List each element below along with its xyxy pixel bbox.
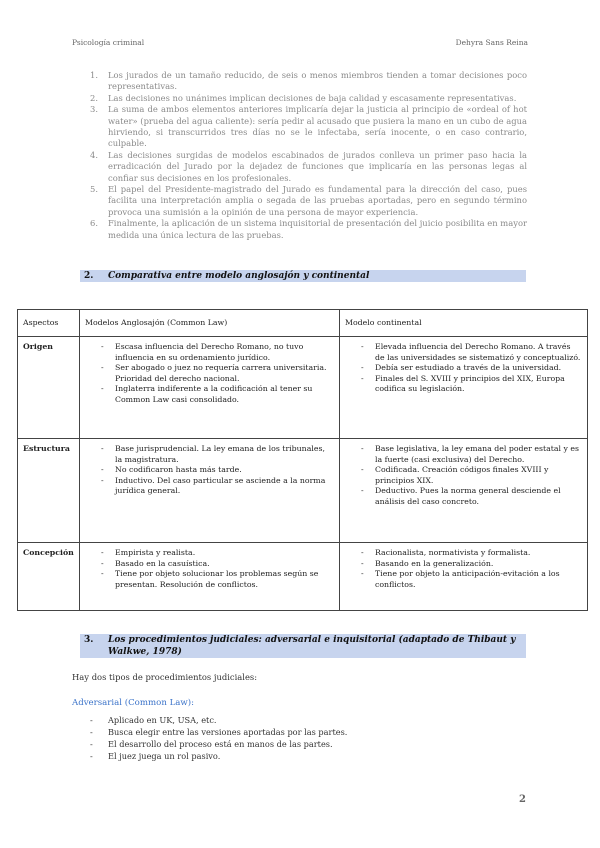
table-row — [18, 439, 588, 543]
numbered-list — [72, 70, 527, 241]
continental-cell — [340, 439, 588, 543]
table-header-row — [18, 310, 588, 337]
item-text: Finalmente, la aplicación de un sistema inquisitorial de presentación del juicio posibilita en mayor medida una única lectura de las pruebas. — [108, 218, 527, 240]
header-continental: Modelo continental — [340, 310, 588, 337]
list-item — [72, 70, 527, 93]
section-title: Comparativa entre modelo anglosajón y continental — [108, 271, 370, 281]
intro-paragraph: Hay dos tipos de procedimientos judiciales: — [72, 672, 258, 682]
continental-cell — [340, 543, 588, 611]
item-number: 6. — [90, 218, 98, 229]
section-number: 3. — [84, 635, 94, 645]
page-number: 2 — [519, 794, 526, 805]
bullet-item: - Basado en la casuística. — [85, 559, 334, 570]
bullet-item: - Finales del S. XVIII y principios del XIX, Europa codifica su legislación. — [345, 374, 582, 395]
anglo-cell — [80, 337, 340, 439]
list-item: - Busca elegir entre las versiones aportadas por las partes. — [72, 726, 527, 738]
bullet-item: - No codificaron hasta más tarde. — [85, 465, 334, 476]
bullet-item: - Racionalista, normativista y formalista. — [345, 548, 582, 559]
bullet-item: - Escasa influencia del Derecho Romano, no tuvo influencia en su ordenamiento jurídico. — [85, 342, 334, 363]
list-item — [72, 184, 527, 218]
adversarial-heading: Adversarial (Common Law): — [72, 698, 195, 708]
aspect-cell: Estructura — [18, 439, 80, 543]
section-2-heading — [80, 270, 526, 282]
list-item — [72, 218, 527, 241]
aspect-cell: Origen — [18, 337, 80, 439]
item-text: Las decisiones surgidas de modelos escabinados de jurados conlleva un primer paso hacia la erradicación del Jurado por la dejadez de funciones que implicaría en las personas legas al confiar sus decisiones en los profesionales. — [108, 149, 527, 183]
list-item — [72, 93, 527, 104]
bullet-item: - Basando en la generalización. — [345, 559, 582, 570]
item-text: Los jurados de un tamaño reducido, de seis o menos miembros tienden a tomar decisiones poco representativas. — [108, 70, 527, 92]
item-number: 5. — [90, 184, 98, 195]
section-number: 2. — [84, 271, 94, 281]
adversarial-list — [72, 714, 527, 762]
header-aspects: Aspectos — [18, 310, 80, 337]
list-item: - Aplicado en UK, USA, etc. — [72, 714, 527, 726]
section-3-heading — [80, 634, 526, 658]
comparison-table — [17, 309, 588, 611]
item-number: 1. — [90, 70, 98, 80]
aspect-cell: Concepción — [18, 543, 80, 611]
bullet-item: - Inglaterra indiferente a la codificación al tener su Common Law casi consolidado. — [85, 384, 334, 405]
list-item — [72, 150, 527, 184]
bullet-item: - Base jurisprudencial. La ley emana de los tribunales, la magistratura. — [85, 444, 334, 465]
bullet-item: - Inductivo. Del caso particular se asciende a la norma jurídica general. — [85, 476, 334, 497]
bullet-item: - Deductivo. Pues la norma general desciende el análisis del caso concreto. — [345, 486, 582, 507]
bullet-item: - Tiene por objeto la anticipación-evitación a los conflictos. — [345, 569, 582, 590]
item-number: 4. — [90, 149, 98, 160]
item-text: Las decisiones no unánimes implican decisiones de baja calidad y escasamente representativas. — [108, 92, 517, 103]
table-row — [18, 543, 588, 611]
anglo-cell — [80, 439, 340, 543]
bullet-item: - Codificada. Creación códigos finales XVIII y principios XIX. — [345, 465, 582, 486]
item-text: La suma de ambos elementos anteriores implicaría dejar la justicia al principio de «ordeal of hot water» (prueba del agua caliente): sería pedir al acusado que pusiera la mano en un cubo de agua hirviendo, si transcurridos tres días no se le infectaba, sería inocente, o en caso contrario, culpable. — [108, 104, 527, 149]
item-number: 2. — [90, 92, 98, 103]
list-item: - El juez juega un rol pasivo. — [72, 750, 527, 762]
header-anglo: Modelos Anglosajón (Common Law) — [80, 310, 340, 337]
item-text: El papel del Presidente-magistrado del Jurado es fundamental para la dirección del caso, pues facilita una interpretación amplia o segada de las pruebas aportadas, pero en segundo término provoca una sumisión a la opinión de una persona de mayor experiencia. — [108, 184, 527, 217]
item-number: 3. — [90, 104, 98, 115]
bullet-item: - Empirista y realista. — [85, 548, 334, 559]
bullet-item: - Tiene por objeto solucionar los problemas según se presentan. Resolución de conflictos. — [85, 569, 334, 590]
header-author: Dehyra Sans Reina — [455, 38, 528, 47]
continental-cell — [340, 337, 588, 439]
bullet-item: - Elevada influencia del Derecho Romano. A través de las universidades se sistematizó y conceptualizó. — [345, 342, 582, 363]
table-row — [18, 337, 588, 439]
header-course: Psicología criminal — [72, 38, 145, 47]
list-item — [72, 104, 527, 150]
bullet-item: - Base legislativa, la ley emana del poder estatal y es la fuerte (casi exclusiva) del Derecho. — [345, 444, 582, 465]
anglo-cell — [80, 543, 340, 611]
section-title: Los procedimientos judiciales: adversarial e inquisitorial (adaptado de Thibaut y Walkwe, 1978) — [108, 635, 516, 657]
list-item: - El desarrollo del proceso está en manos de las partes. — [72, 738, 527, 750]
bullet-item: - Ser abogado o juez no requería carrera universitaria. Prioridad del derecho nacional. — [85, 363, 334, 384]
bullet-item: - Debía ser estudiado a través de la universidad. — [345, 363, 582, 374]
